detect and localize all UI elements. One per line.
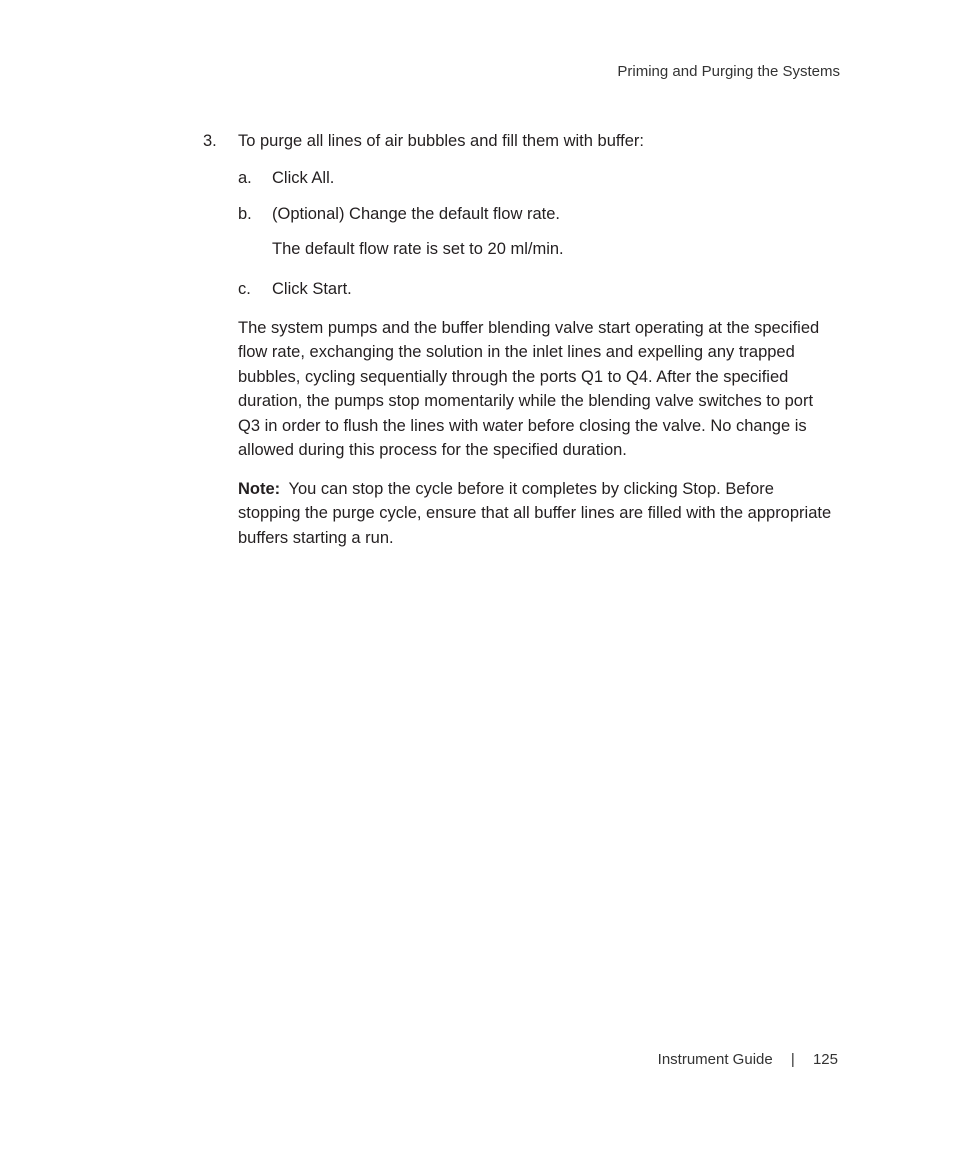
substep-text: (Optional) Change the default flow rate. [272,205,561,223]
step-number: 3. [203,132,217,150]
page-number: 125 [812,1051,838,1068]
section-title: Priming and Purging the Systems [617,63,840,80]
substep-letter: a. [238,168,252,187]
doc-title: Instrument Guide [657,1051,773,1068]
substep-text: Click Start. [272,280,352,298]
substep-b-note: The default flow rate is set to 20 ml/min. [272,239,564,258]
substep-list [203,166,833,302]
substep-letter: b. [238,205,252,223]
running-header [617,63,840,80]
substep-text: Click All. [272,168,335,187]
running-footer [658,1051,838,1068]
step-3 [203,129,833,154]
step-description: The system pumps and the buffer blending valve start operating at the specified flow rate, exchanging the solution in the inlet lines and expelling any trapped bubbles, cycling sequentially through the ports Q1 to Q4. After the specified duration, the pumps stop momentarily while the blending valve switches to port Q3 in order to flush the lines with water before closing the valve. No change is allowed during this process for the specified duration. [238,318,820,459]
substep-a [203,166,833,191]
substep-b [203,202,833,227]
step-text: To purge all lines of air bubbles and fill them with buffer: [238,132,645,150]
substep-c [203,277,833,302]
note-text: You can stop the cycle before it completes by clicking Stop. Before stopping the purge cycle, ensure that all buffer lines are filled with the appropriate buffers starting a run. [238,479,832,547]
footer-separator: | [790,1051,795,1068]
note-block [203,477,833,551]
substep-letter: c. [238,280,251,298]
note-label: Note: [238,479,281,498]
page-content [203,129,833,550]
